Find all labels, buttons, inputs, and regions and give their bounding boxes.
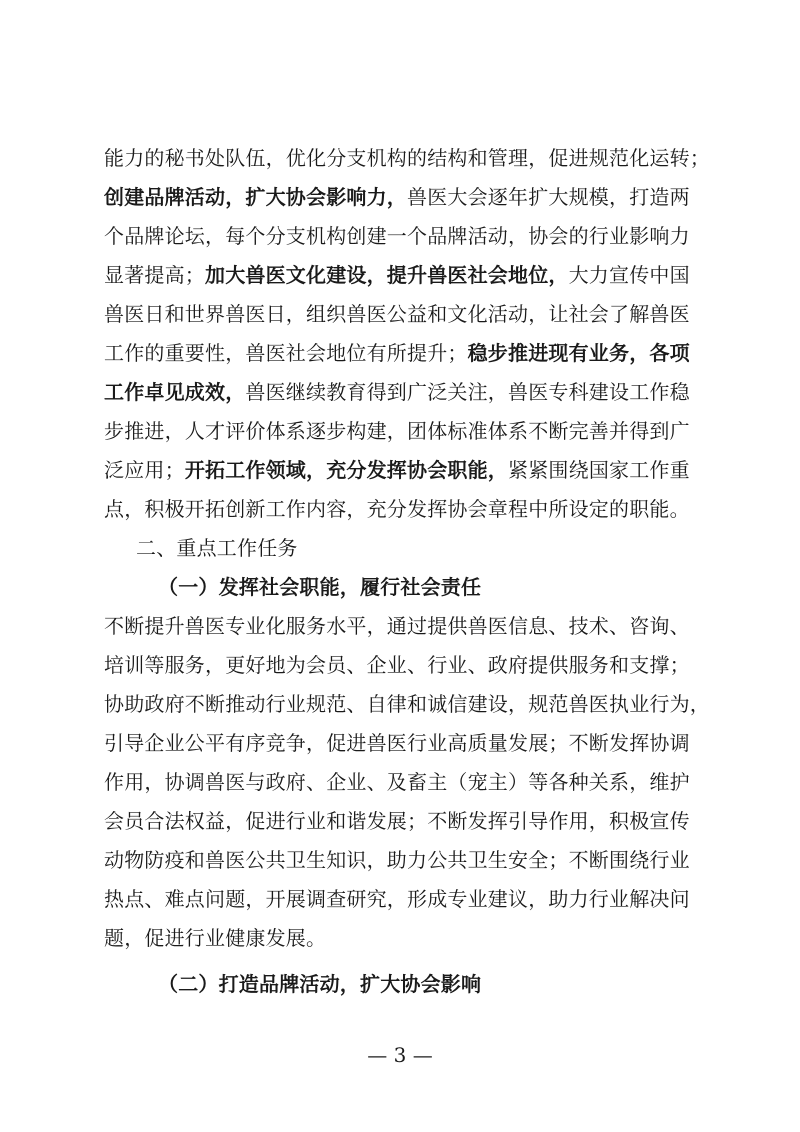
bold-phrase: 工作卓见成效，	[104, 380, 246, 404]
paragraph-line: 创建品牌活动，扩大协会影响力，兽医大会逐年扩大规模，打造两	[104, 185, 690, 209]
section-heading: 二、重点工作任务	[136, 536, 298, 560]
subsection-heading: （二）打造品牌活动，扩大协会影响	[158, 972, 482, 996]
paragraph-line: 引导企业公平有序竞争，促进兽医行业高质量发展；不断发挥协调	[104, 731, 690, 755]
paragraph-line: 题，促进行业健康发展。	[104, 926, 327, 950]
paragraph-line: 培训等服务，更好地为会员、企业、行业、政府提供服务和支撑；	[104, 653, 690, 677]
paragraph-line: 会员合法权益，促进行业和谐发展；不断发挥引导作用，积极宣传	[104, 809, 690, 833]
paragraph-line: 作用，协调兽医与政府、企业、及畜主（宠主）等各种关系，维护	[104, 770, 690, 794]
paragraph-line: 点，积极开拓创新工作内容，充分发挥协会章程中所设定的职能。	[104, 497, 690, 521]
page-number: — 3 —	[367, 1043, 433, 1067]
paragraph-line: 兽医日和世界兽医日，组织兽医公益和文化活动，让社会了解兽医	[104, 302, 690, 326]
paragraph-line: 热点、难点问题，开展调查研究，形成专业建议，助力行业解决问	[104, 887, 690, 911]
bold-phrase: 创建品牌活动，扩大协会影响力，	[104, 185, 407, 209]
paragraph-line: 能力的秘书处队伍，优化分支机构的结构和管理，促进规范化运转；	[104, 146, 710, 170]
paragraph-line: 显著提高；加大兽医文化建设，提升兽医社会地位，大力宣传中国	[104, 263, 690, 287]
paragraph-line: 工作卓见成效，兽医继续教育得到广泛关注，兽医专科建设工作稳	[104, 380, 690, 404]
subsection-heading: （一）发挥社会职能，履行社会责任	[158, 575, 482, 599]
paragraph-line: 工作的重要性，兽医社会地位有所提升；稳步推进现有业务，各项	[104, 341, 690, 365]
paragraph-line: 个品牌论坛，每个分支机构创建一个品牌活动，协会的行业影响力	[104, 224, 690, 248]
paragraph-line: 动物防疫和兽医公共卫生知识，助力公共卫生安全；不断围绕行业	[104, 848, 690, 872]
bold-phrase: 开拓工作领域，充分发挥协会职能，	[184, 458, 509, 482]
bold-phrase: 加大兽医文化建设，提升兽医社会地位，	[205, 263, 569, 287]
bold-phrase: 稳步推进现有业务，各项	[467, 341, 690, 365]
paragraph-line: 步推进，人才评价体系逐步构建，团体标准体系不断完善并得到广	[104, 419, 690, 443]
paragraph-line: 泛应用；开拓工作领域，充分发挥协会职能，紧紧围绕国家工作重	[104, 458, 690, 482]
paragraph-line: 不断提升兽医专业化服务水平，通过提供兽医信息、技术、咨询、	[104, 614, 690, 638]
paragraph-line: 协助政府不断推动行业规范、自律和诚信建设，规范兽医执业行为，	[104, 692, 710, 716]
